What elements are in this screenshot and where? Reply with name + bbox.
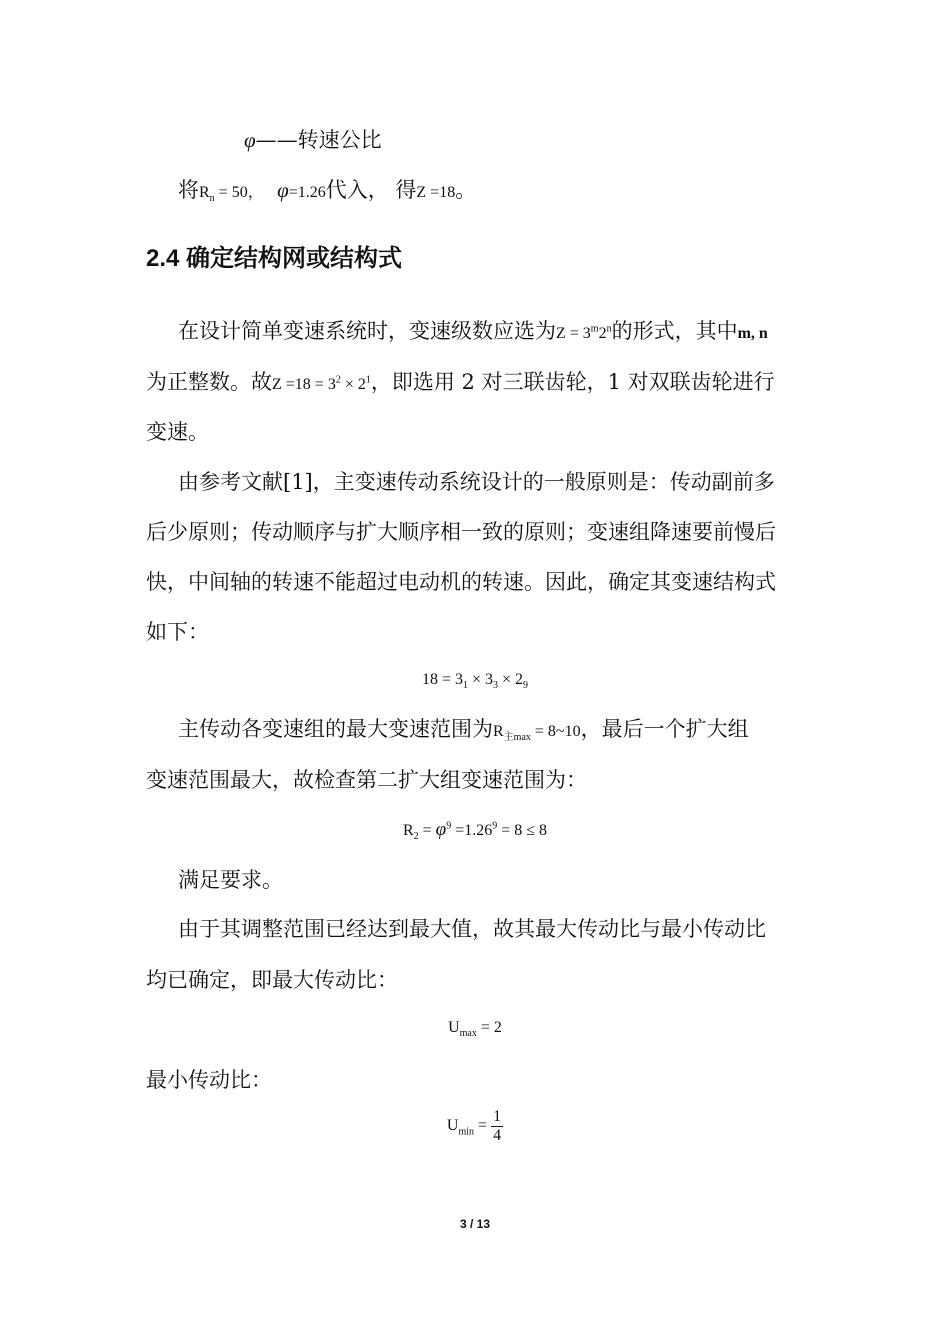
formula: U <box>446 1117 459 1135</box>
formula: R <box>402 822 414 839</box>
phi-value: =1.26 <box>288 184 326 201</box>
sub: 2 <box>413 831 419 843</box>
sup: 2 <box>335 374 341 386</box>
text-segment: 。 <box>455 178 477 202</box>
substitution-line: 将$R_n = 50$， φ=1.26代入， 得Z =18。 <box>178 178 477 205</box>
sub: min <box>458 1126 475 1138</box>
numerator: 1 <box>493 1108 502 1125</box>
formula: Z =18 = 3 <box>272 376 336 393</box>
para3-line2: 变速范围最大，故检查第二扩大组变速范围为： <box>146 768 587 792</box>
formula: = <box>418 822 436 839</box>
formula: U <box>448 1019 460 1036</box>
rn-subscript: n <box>209 193 215 205</box>
text-segment: 为正整数。故 <box>146 370 272 394</box>
umax-equation <box>0 1014 950 1042</box>
formula: × 3 <box>467 671 494 688</box>
denominator: 4 <box>493 1127 502 1144</box>
para4-line1: 由于其调整范围已经达到最大值，故其最大传动比与最小传动比 <box>178 917 766 941</box>
formula: = 8 ≤ 8 <box>497 822 548 839</box>
rn-symbol: R <box>199 184 210 201</box>
sup: 9 <box>446 820 452 832</box>
sub: 1 <box>462 680 468 692</box>
text-segment: 代入， 得 <box>325 178 417 202</box>
sup-m: m <box>590 323 599 335</box>
sup: 9 <box>492 820 498 832</box>
para2-line3: 快，中间轴的转速不能超过电动机的转速。因此，确定其变速结构式 <box>146 570 776 594</box>
section-heading: 2.4 确定结构网或结构式 <box>146 245 403 272</box>
z-equation: Z =18 <box>416 184 456 201</box>
phi-definition-text: ——转速公比 <box>255 128 382 152</box>
page-number: 3 / 13 <box>459 1217 491 1231</box>
r-subscript: 主max <box>503 732 531 744</box>
formula: =1.26 <box>451 822 493 839</box>
text-segment: 在设计简单变速系统时，变速级数应选为 <box>178 319 556 343</box>
sup-n: n <box>606 323 612 335</box>
para1-line1 <box>178 317 768 348</box>
formula: = 2 <box>476 1019 502 1036</box>
sup: 1 <box>365 374 371 386</box>
r-symbol: R <box>493 723 504 740</box>
text-segment: 的形式，其中 <box>611 319 738 343</box>
fraction <box>491 1108 503 1145</box>
para3-line1 <box>178 715 749 746</box>
text-segment: ，即选用 2 对三联齿轮，1 对双联齿轮进行 <box>370 370 775 394</box>
formula: Z = 3 <box>556 325 591 342</box>
phi-symbol: φ <box>244 128 256 152</box>
formula: × 2 <box>498 671 524 688</box>
r2-equation: $R_2 = \varphi^9 =1.26^9 = 8 \le 8$ <box>402 819 548 843</box>
formula: 18 = 3 <box>421 671 463 688</box>
r-value: = 8~10 <box>530 723 581 740</box>
phi-definition-line <box>244 126 382 154</box>
sub: 9 <box>523 680 529 692</box>
min-ratio-label: 最小传动比： <box>146 1068 272 1092</box>
text-segment: ，最后一个扩大组 <box>580 717 749 741</box>
para2-line4: 如下： <box>146 620 209 644</box>
umin-equation <box>0 1108 950 1145</box>
mn-symbols: m, n <box>737 325 768 342</box>
text-segment: 将 <box>178 178 199 202</box>
para4-line2: 均已确定，即最大传动比： <box>146 968 398 992</box>
para2-line2: 后少原则；传动顺序与扩大顺序相一致的原则；变速组降速要前慢后 <box>146 520 776 544</box>
rn-value: = 50， <box>214 184 264 201</box>
satisfy-line: 满足要求。 <box>178 868 283 892</box>
para1-line3: 变速。 <box>146 420 209 444</box>
formula: = <box>474 1117 492 1135</box>
structure-equation <box>0 666 950 694</box>
para2-line1: 由参考文献[1]，主变速传动系统设计的一般原则是：传动副前多 <box>178 470 775 494</box>
sub: 3 <box>493 680 499 692</box>
formula: × 2 <box>340 376 366 393</box>
sub: max <box>459 1028 477 1040</box>
para1-line2 <box>146 368 806 399</box>
text-segment: 主传动各变速组的最大变速范围为 <box>178 717 493 741</box>
formula: 2 <box>598 325 607 342</box>
